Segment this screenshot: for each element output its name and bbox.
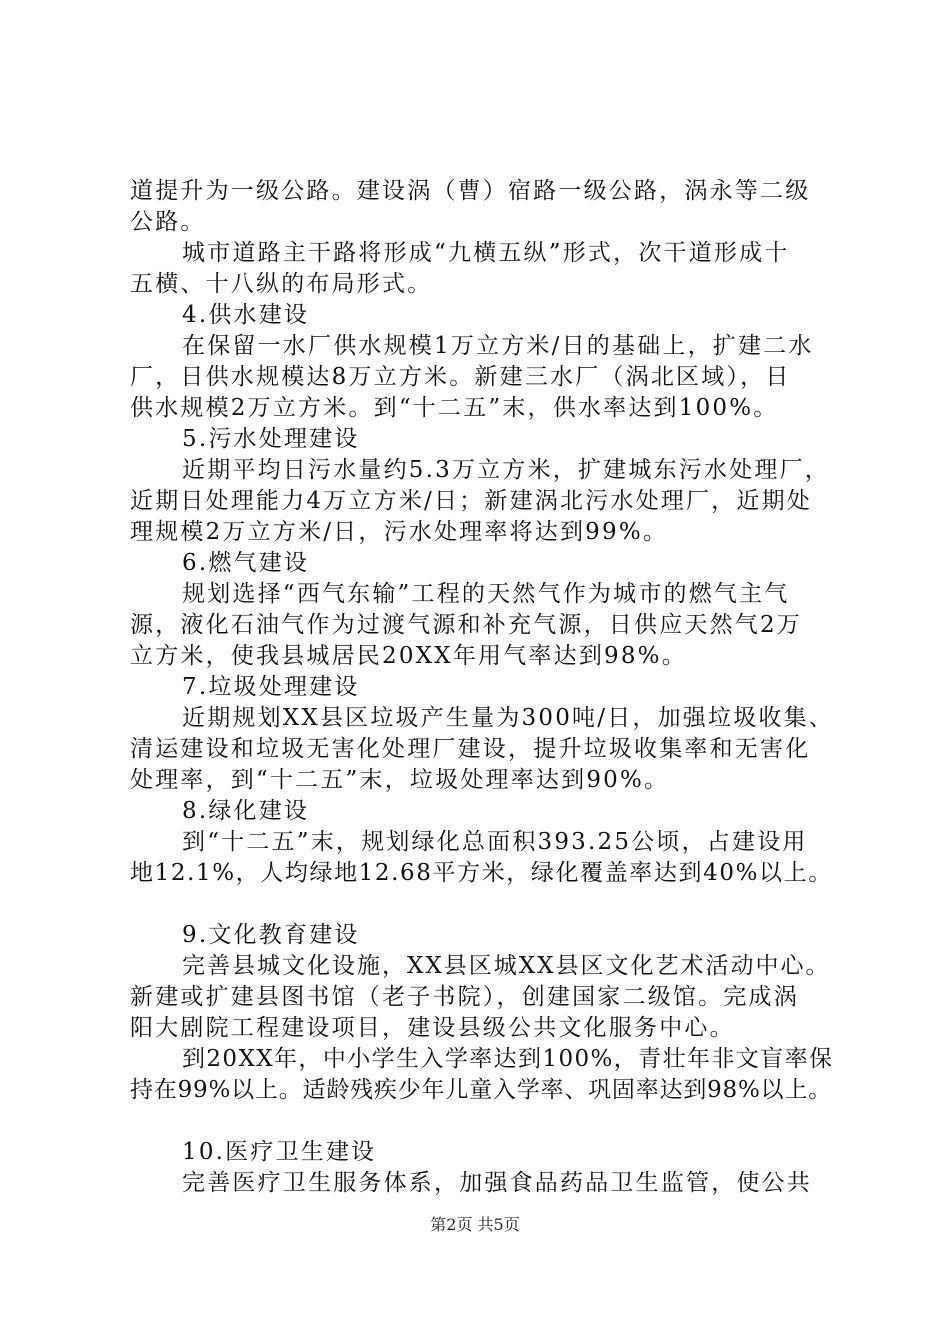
paragraph-line: 公路。: [130, 209, 206, 235]
paragraph-line: 完善医疗卫生服务体系，加强食品药品卫生监管，使公共: [182, 1170, 812, 1196]
paragraph-line: 新建或扩建县图书馆（老子书院），创建国家二级馆。完成涡: [130, 984, 799, 1010]
paragraph-line: 近期规划XX县区垃圾产生量为300吨/日，加强垃圾收集、: [182, 705, 834, 731]
paragraph-line: 立方米，使我县城居民20XX年用气率达到98%。: [130, 643, 687, 669]
section-heading: 4.供水建设: [182, 302, 310, 328]
section-heading: 10.医疗卫生建设: [182, 1139, 377, 1165]
paragraph-line: 阳大剧院工程建设项目，建设县级公共文化服务中心。: [130, 1015, 735, 1041]
paragraph-line: 厂，日供水规模达8万立方米。新建三水厂（涡北区域），日: [130, 364, 791, 390]
paragraph-line: 规划选择“西气东输”工程的天然气作为城市的燃气主气: [182, 581, 790, 607]
section-heading: 9.文化教育建设: [182, 922, 360, 948]
paragraph-line: 清运建设和垃圾无害化处理厂建设，提升垃圾收集率和无害化: [130, 736, 811, 762]
section-heading: 5.污水处理建设: [182, 426, 360, 452]
paragraph-line: 道提升为一级公路。建设涡（曹）宿路一级公路，涡永等二级: [130, 178, 811, 204]
paragraph-line: 五横、十八纵的布局形式。: [130, 271, 433, 297]
section-heading: 6.燃气建设: [182, 550, 310, 576]
section-heading: 8.绿化建设: [182, 798, 310, 824]
section-heading: 7.垃圾处理建设: [182, 674, 360, 700]
paragraph-line: 近期日处理能力4万立方米/日；新建涡北污水处理厂，近期处: [130, 488, 812, 514]
paragraph-line: 到“十二五”末，规划绿化总面积393.25公顷，占建设用: [182, 829, 808, 855]
paragraph-line: 地12.1%，人均绿地12.68平方米，绿化覆盖率达到40%以上。: [130, 860, 833, 886]
paragraph-line: 近期平均日污水量约5.3万立方米，扩建城东污水处理厂，: [182, 457, 830, 483]
paragraph-line: 理规模2万立方米/日，污水处理率将达到99%。: [130, 519, 669, 545]
paragraph-line: 处理率，到“十二五”末，垃圾处理率达到90%。: [130, 767, 670, 793]
page-number-footer: 第2页 共5页: [430, 1215, 520, 1234]
paragraph-line: 在保留一水厂供水规模1万立方米/日的基础上，扩建二水: [182, 333, 814, 359]
paragraph-line: 供水规模2万立方米。到“十二五”末，供水率达到100%。: [130, 395, 779, 421]
paragraph-line: 城市道路主干路将形成“九横五纵”形式，次干道形成十: [182, 240, 790, 266]
paragraph-line: 完善县城文化设施，XX县区城XX县区文化艺术活动中心。: [182, 953, 831, 979]
paragraph-line: 到20XX年，中小学生入学率达到100%，青壮年非文盲率保: [182, 1046, 834, 1072]
paragraph-line: 持在99%以上。适龄残疾少年儿童入学率、巩固率达到98%以上。: [130, 1077, 833, 1103]
paragraph-line: 源，液化石油气作为过渡气源和补充气源，日供应天然气2万: [130, 612, 803, 638]
